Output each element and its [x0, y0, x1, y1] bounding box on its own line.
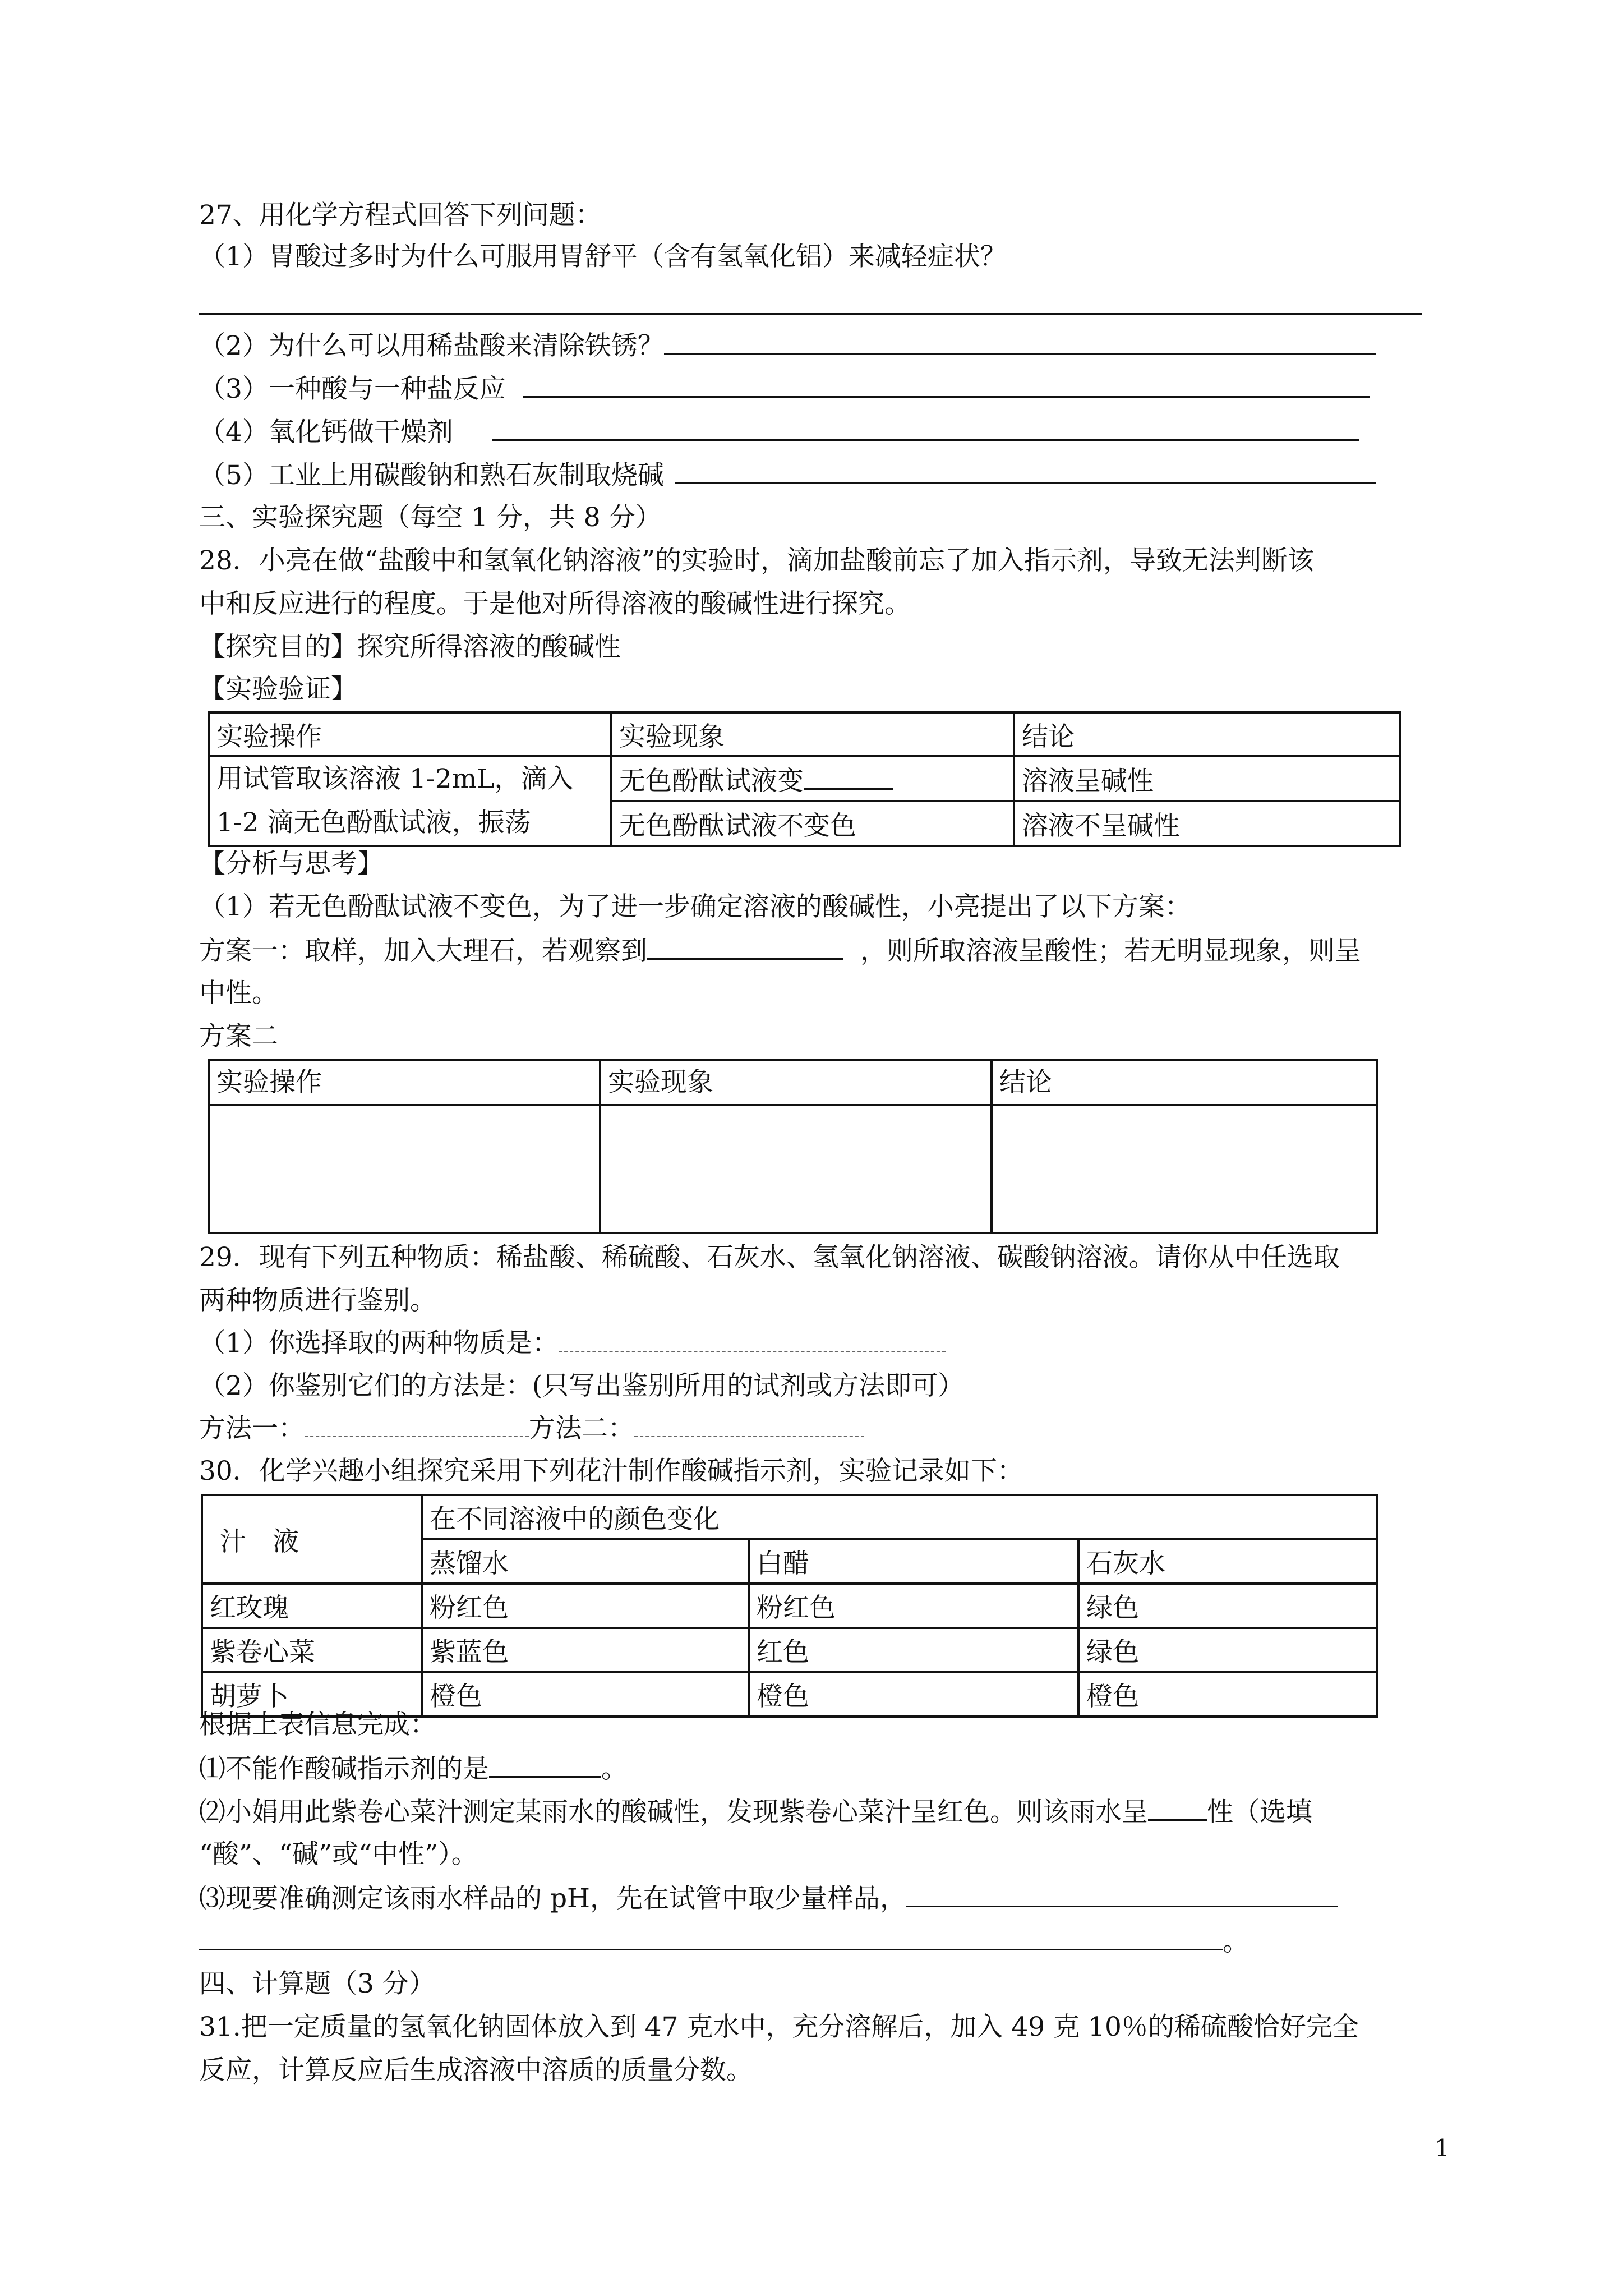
answer-blank[interactable] [199, 1923, 1223, 1950]
page-number: 1 [1435, 2134, 1450, 2162]
q28-plan-1-cont: 中性。 [199, 978, 278, 1009]
table-header: 实验现象 [611, 712, 1014, 756]
answer-blank[interactable] [523, 370, 1370, 398]
answer-blank[interactable] [804, 762, 893, 790]
color-cell: 橙色 [422, 1672, 749, 1717]
q31-stem-line-2: 反应，计算反应后生成溶液中溶质的质量分数。 [199, 2055, 753, 2086]
answer-blank[interactable] [489, 1750, 601, 1778]
q27-sub-2: （2）为什么可以用稀盐酸来清除铁锈？ [199, 327, 1376, 364]
empty-answer-cell[interactable] [209, 1105, 600, 1233]
color-cell: 粉红色 [749, 1584, 1078, 1628]
q30-sub-2-cont: “酸”、“碱”或“中性”）。 [199, 1839, 478, 1870]
phenomenon-cell: 无色酚酞试液不变色 [611, 801, 1014, 846]
q27-sub-3: （3）一种酸与一种盐反应 [199, 370, 1370, 407]
q27-sub-1: （1）胃酸过多时为什么可服用胃舒平（含有氢氧化铝）来减轻症状？ [199, 241, 1007, 272]
q29-stem-line-1: 29．现有下列五种物质：稀盐酸、稀硫酸、石灰水、氢氧化钠溶液、碳酸钠溶液。请你从中任选取 [199, 1242, 1340, 1273]
juice-name: 胡萝卜 [202, 1672, 422, 1717]
conclusion-cell: 溶液呈碱性 [1014, 756, 1400, 801]
q29-sub-2: （2）你鉴别它们的方法是：(只写出鉴别所用的试剂或方法即可） [199, 1370, 965, 1401]
q28-analysis-heading: 【分析与思考】 [199, 848, 384, 879]
color-cell: 橙色 [749, 1672, 1078, 1717]
q30-indicator-table [201, 1494, 1378, 1718]
q27-answer-line-1 [199, 313, 1422, 315]
color-cell: 粉红色 [422, 1584, 749, 1628]
q27-sub-5: （5）工业上用碳酸钠和熟石灰制取烧碱 [199, 457, 1376, 494]
q29-sub-1: （1）你选择取的两种物质是： [199, 1325, 946, 1361]
answer-blank[interactable] [1148, 1793, 1207, 1821]
table-header: 结论 [992, 1060, 1377, 1105]
color-cell: 绿色 [1078, 1628, 1377, 1672]
color-cell: 橙色 [1078, 1672, 1377, 1717]
answer-blank[interactable] [305, 1410, 529, 1437]
operation-cell: 用试管取该溶液 1-2mL，滴入 1-2 滴无色酚酞试液，振荡 [209, 756, 611, 846]
q28-purpose: 【探究目的】探究所得溶液的酸碱性 [199, 632, 621, 662]
conclusion-cell: 溶液不呈碱性 [1014, 801, 1400, 846]
table-row [202, 1584, 1377, 1628]
q28-plan-2: 方案二 [199, 1021, 278, 1052]
q28-stem-line-1: 28．小亮在做“盐酸中和氢氧化钠溶液”的实验时，滴加盐酸前忘了加入指示剂，导致无法判断该 [199, 545, 1314, 576]
q28-verification-table [208, 711, 1401, 847]
q30-sub-3-cont: 。 [199, 1923, 1249, 1960]
table-header: 实验现象 [600, 1060, 992, 1105]
q27-sub-4: （4）氧化钙做干燥剂 [199, 413, 1359, 450]
color-cell: 绿色 [1078, 1584, 1377, 1628]
answer-blank[interactable] [664, 327, 1376, 355]
table-header: 汁 液 [202, 1495, 422, 1584]
q27-title: 27、用化学方程式回答下列问题： [199, 200, 602, 231]
answer-blank[interactable] [634, 1410, 864, 1437]
table-header: 实验操作 [209, 1060, 600, 1105]
table-header: 石灰水 [1078, 1539, 1377, 1584]
juice-name: 红玫瑰 [202, 1584, 422, 1628]
table-header: 蒸馏水 [422, 1539, 749, 1584]
color-cell: 紫蓝色 [422, 1628, 749, 1672]
color-cell: 红色 [749, 1628, 1078, 1672]
table-header: 白醋 [749, 1539, 1078, 1584]
answer-blank[interactable] [675, 457, 1376, 484]
q31-stem-line-1: 31.把一定质量的氢氧化钠固体放入到 47 克水中，充分溶解后，加入 49 克 10％的稀硫酸恰好完全 [199, 2012, 1359, 2042]
answer-blank[interactable] [492, 413, 1359, 441]
table-row [202, 1628, 1377, 1672]
q28-plan-2-table [208, 1059, 1378, 1234]
section-4-title: 四、计算题（3 分） [199, 1968, 435, 1999]
q30-sub-3: ⑶现要准确测定该雨水样品的 pH，先在试管中取少量样品， [199, 1880, 1338, 1917]
q28-stem-line-2: 中和反应进行的程度。于是他对所得溶液的酸碱性进行探究。 [199, 588, 911, 619]
empty-answer-cell[interactable] [600, 1105, 992, 1233]
answer-blank[interactable] [559, 1325, 946, 1352]
answer-blank[interactable] [647, 932, 843, 960]
phenomenon-cell: 无色酚酞试液变 [611, 756, 1014, 801]
q28-verify-heading: 【实验验证】 [199, 674, 357, 705]
q30-stem: 30．化学兴趣小组探究采用下列花汁制作酸碱指示剂，实验记录如下： [199, 1456, 1023, 1487]
section-3-title: 三、实验探究题（每空 1 分，共 8 分） [199, 502, 662, 533]
q30-sub-2: ⑵小娟用此紫卷心菜汁测定某雨水的酸碱性，发现紫卷心菜汁呈红色。则该雨水呈 性（选填 [199, 1793, 1312, 1830]
table-header: 在不同溶液中的颜色变化 [422, 1495, 1377, 1539]
juice-name: 紫卷心菜 [202, 1628, 422, 1672]
empty-answer-cell[interactable] [992, 1105, 1377, 1233]
answer-blank[interactable] [906, 1880, 1338, 1907]
q29-stem-line-2: 两种物质进行鉴别。 [199, 1285, 436, 1316]
q30-intro: 根据上表信息完成： [199, 1709, 436, 1740]
q29-methods: 方法一： 方法二： [199, 1410, 864, 1447]
table-header: 实验操作 [209, 712, 611, 756]
table-header: 结论 [1014, 712, 1400, 756]
q28-plan-1: 方案一：取样，加入大理石，若观察到 ，则所取溶液呈酸性；若无明显现象，则呈 [199, 932, 1361, 969]
q28-analysis-1: （1）若无色酚酞试液不变色，为了进一步确定溶液的酸碱性，小亮提出了以下方案： [199, 891, 1191, 922]
q30-sub-1: ⑴不能作酸碱指示剂的是 。 [199, 1750, 628, 1787]
